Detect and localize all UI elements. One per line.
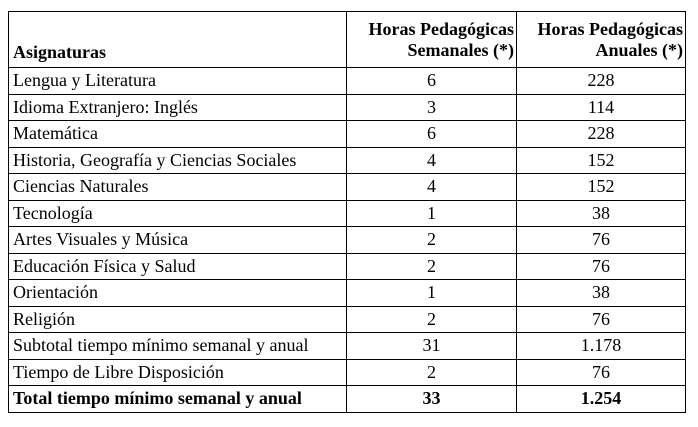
subject-cell: Tiempo de Libre Disposición xyxy=(9,359,347,386)
subject-cell: Lengua y Literatura xyxy=(9,68,347,95)
header-weekly-hours xyxy=(347,12,517,68)
weekly-hours-cell: 2 xyxy=(347,227,517,254)
table-row xyxy=(9,280,686,307)
subject-cell: Matemática xyxy=(9,121,347,148)
annual-hours-cell: 1.178 xyxy=(517,333,686,360)
weekly-hours-cell: 1 xyxy=(347,280,517,307)
annual-hours-cell: 38 xyxy=(517,280,686,307)
annual-hours-cell: 76 xyxy=(517,359,686,386)
subject-cell: Religión xyxy=(9,306,347,333)
annual-hours-cell: 76 xyxy=(517,306,686,333)
annual-hours-cell: 76 xyxy=(517,253,686,280)
header-row xyxy=(9,12,686,68)
header-weekly-line-1: Horas Pedagógicas xyxy=(368,18,514,39)
annual-hours-cell: 152 xyxy=(517,174,686,201)
table-row xyxy=(9,121,686,148)
total-row xyxy=(9,386,686,413)
subject-cell: Idioma Extranjero: Inglés xyxy=(9,94,347,121)
subject-cell: Educación Física y Salud xyxy=(9,253,347,280)
annual-hours-cell: 228 xyxy=(517,121,686,148)
table-row xyxy=(9,174,686,201)
weekly-hours-cell: 4 xyxy=(347,174,517,201)
header-annual-line-2: Anuales (*) xyxy=(595,39,683,60)
table-row xyxy=(9,227,686,254)
annual-hours-cell: 228 xyxy=(517,68,686,95)
weekly-hours-cell: 6 xyxy=(347,68,517,95)
table-row xyxy=(9,94,686,121)
curriculum-hours-table xyxy=(8,11,686,413)
header-weekly-line-2: Semanales (*) xyxy=(407,39,514,60)
table-row xyxy=(9,68,686,95)
table-row xyxy=(9,200,686,227)
subject-cell: Subtotal tiempo mínimo semanal y anual xyxy=(9,333,347,360)
annual-hours-cell: 38 xyxy=(517,200,686,227)
header-annual-hours xyxy=(517,12,686,68)
annual-hours-cell: 152 xyxy=(517,147,686,174)
subject-cell: Orientación xyxy=(9,280,347,307)
weekly-hours-cell: 3 xyxy=(347,94,517,121)
weekly-hours-cell: 2 xyxy=(347,359,517,386)
weekly-hours-cell: 6 xyxy=(347,121,517,148)
subject-cell: Tecnología xyxy=(9,200,347,227)
total-weekly-cell: 33 xyxy=(347,386,517,413)
total-annual-cell: 1.254 xyxy=(517,386,686,413)
header-annual-line-1: Horas Pedagógicas xyxy=(537,18,683,39)
annual-hours-cell: 114 xyxy=(517,94,686,121)
weekly-hours-cell: 2 xyxy=(347,253,517,280)
table-row xyxy=(9,306,686,333)
table-row xyxy=(9,359,686,386)
total-label-cell: Total tiempo mínimo semanal y anual xyxy=(9,386,347,413)
weekly-hours-cell: 31 xyxy=(347,333,517,360)
header-subjects: Asignaturas xyxy=(9,12,347,68)
table-row xyxy=(9,147,686,174)
subject-cell: Ciencias Naturales xyxy=(9,174,347,201)
annual-hours-cell: 76 xyxy=(517,227,686,254)
subject-cell: Historia, Geografía y Ciencias Sociales xyxy=(9,147,347,174)
weekly-hours-cell: 4 xyxy=(347,147,517,174)
weekly-hours-cell: 2 xyxy=(347,306,517,333)
weekly-hours-cell: 1 xyxy=(347,200,517,227)
table-row xyxy=(9,253,686,280)
subject-cell: Artes Visuales y Música xyxy=(9,227,347,254)
table-row xyxy=(9,333,686,360)
